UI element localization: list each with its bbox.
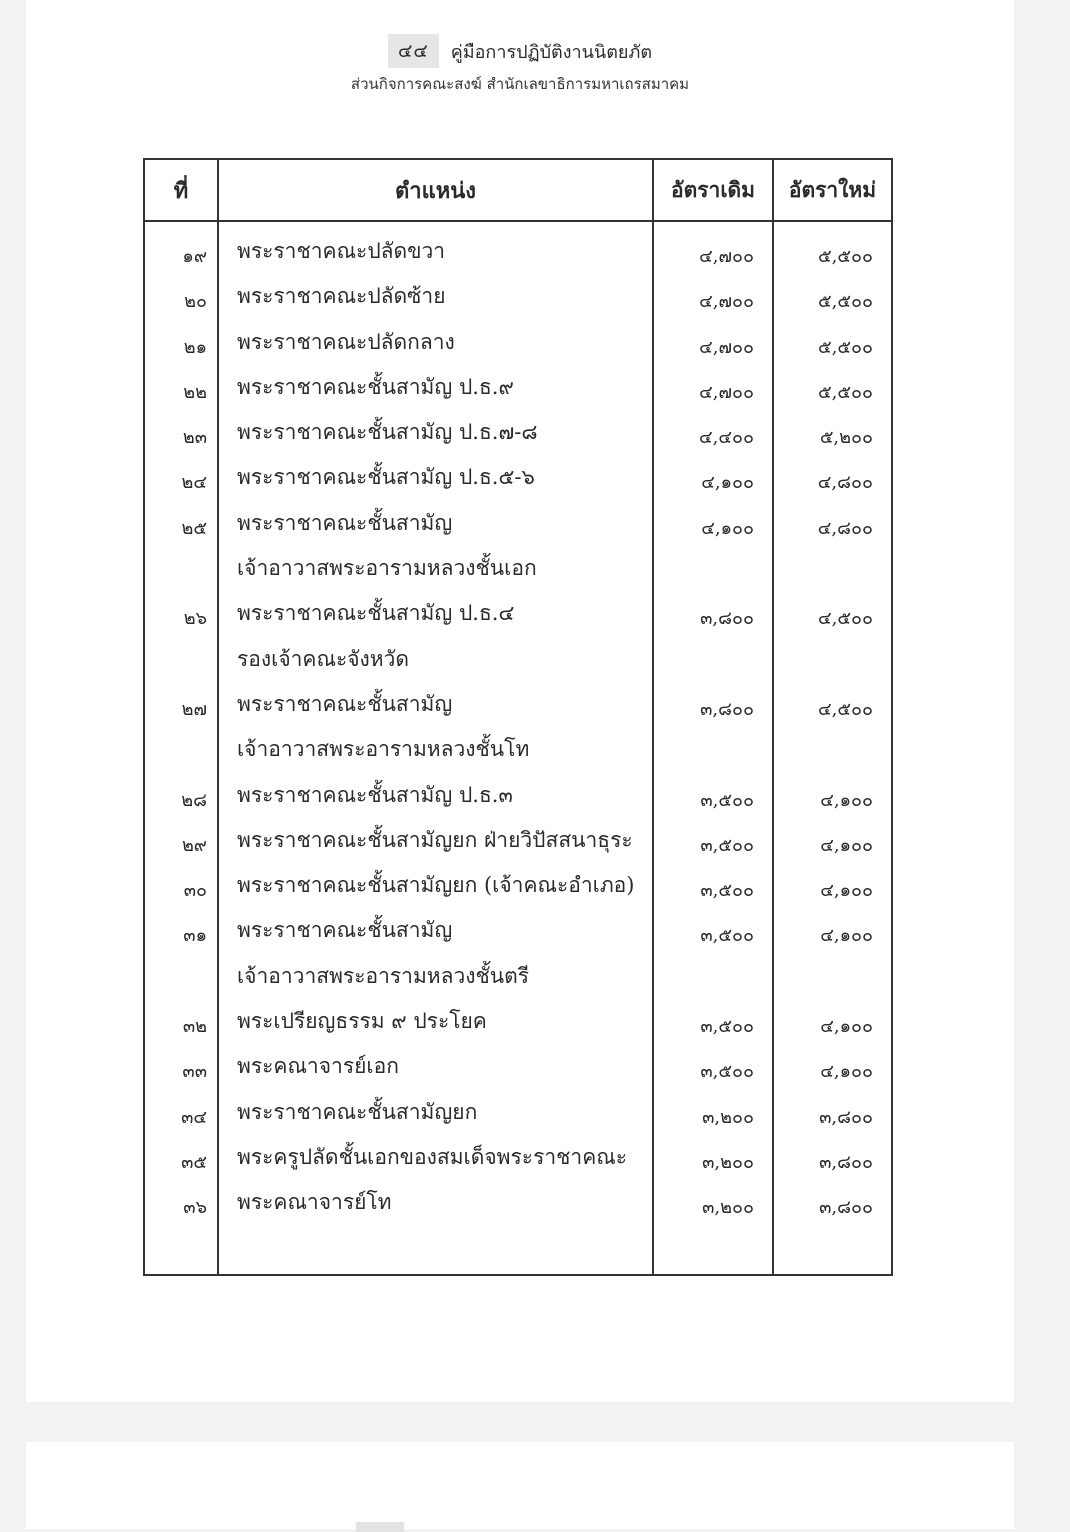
- table-row: [145, 459, 891, 504]
- table-row: [145, 414, 891, 459]
- position-title: [237, 595, 657, 686]
- position-title: [237, 324, 657, 369]
- new-rate: ๔,๑๐๐: [820, 925, 873, 947]
- position-title-line: พระครูปลัดชั้นเอกของสมเด็จพระราชาคณะ: [237, 1144, 628, 1169]
- new-rate: ๕,๕๐๐: [818, 291, 873, 313]
- old-rate: ๓,๘๐๐: [700, 608, 754, 630]
- table-row: [145, 324, 891, 369]
- table-row: [145, 777, 891, 822]
- position-title-line: พระราชาคณะชั้นสามัญ: [237, 510, 453, 535]
- table-row: [145, 595, 891, 686]
- old-rate: ๔,๗๐๐: [699, 246, 754, 267]
- position-title: [237, 1003, 657, 1048]
- position-title-line: พระราชาคณะชั้นสามัญ ป.ธ.๔: [237, 601, 515, 626]
- new-rate: ๔,๘๐๐: [817, 472, 873, 494]
- old-rate: ๓,๒๐๐: [702, 1197, 754, 1219]
- new-rate: ๔,๘๐๐: [817, 517, 873, 539]
- new-rate: ๓,๘๐๐: [819, 1197, 873, 1219]
- row-number: ๓๖: [183, 1197, 207, 1219]
- rate-table: [143, 158, 893, 1276]
- old-rate: ๔,๗๐๐: [699, 381, 754, 403]
- new-rate: ๕,๕๐๐: [818, 246, 873, 267]
- position-title-line: พระราชาคณะชั้นสามัญ ป.ธ.๙: [237, 374, 514, 399]
- position-title: [237, 1139, 657, 1184]
- row-number: ๒๘: [181, 789, 207, 811]
- position-title-line: เจ้าอาวาสพระอารามหลวงชั้นเอก: [237, 556, 537, 581]
- position-title-line: พระราชาคณะชั้นสามัญยก: [237, 1099, 478, 1124]
- row-number: ๒๔: [181, 472, 207, 494]
- position-title-line: รองเจ้าคณะจังหวัด: [237, 646, 410, 671]
- new-rate: ๕,๒๐๐: [819, 427, 873, 449]
- old-rate: ๓,๘๐๐: [700, 698, 754, 720]
- position-title-line: พระราชาคณะชั้นสามัญ: [237, 918, 453, 943]
- table-row: [145, 867, 891, 912]
- table-row: [145, 822, 891, 867]
- header-divider: [145, 220, 891, 222]
- position-title-line: พระคณาจารย์โท: [237, 1190, 392, 1215]
- row-number: ๑๙: [182, 246, 207, 267]
- table-row: [145, 505, 891, 596]
- row-number: ๓๒: [182, 1016, 207, 1038]
- position-title-line: พระราชาคณะชั้นสามัญยก (เจ้าคณะอำเภอ): [237, 873, 635, 898]
- new-rate: ๔,๑๐๐: [820, 834, 873, 856]
- row-number: ๒๑: [183, 336, 207, 358]
- table-row: [145, 1003, 891, 1048]
- new-rate: ๓,๘๐๐: [819, 1106, 873, 1128]
- row-number: ๓๕: [181, 1151, 207, 1173]
- table-row: [145, 1048, 891, 1093]
- row-number: ๓๐: [183, 880, 207, 902]
- old-rate: ๓,๒๐๐: [702, 1106, 754, 1128]
- table-body: [145, 233, 891, 1230]
- position-title: [237, 867, 657, 912]
- row-number: ๒๕: [181, 517, 207, 539]
- row-number: ๒๓: [182, 427, 207, 449]
- position-title-line: เจ้าอาวาสพระอารามหลวงชั้นตรี: [237, 963, 530, 988]
- new-rate: ๔,๕๐๐: [818, 698, 873, 720]
- position-title: [237, 459, 657, 504]
- table-row: [145, 278, 891, 323]
- row-number: ๓๓: [182, 1061, 207, 1083]
- old-rate: ๔,๔๐๐: [699, 427, 754, 449]
- page-header: [26, 34, 1014, 96]
- old-rate: ๔,๗๐๐: [699, 291, 754, 313]
- old-rate: ๓,๕๐๐: [700, 1016, 754, 1038]
- row-number: ๓๔: [181, 1106, 207, 1128]
- table-row: [145, 1139, 891, 1184]
- position-title: [237, 1094, 657, 1139]
- position-title: [237, 912, 657, 1003]
- table-row: [145, 912, 891, 1003]
- new-rate: ๔,๑๐๐: [820, 789, 873, 811]
- old-rate: ๔,๗๐๐: [699, 336, 754, 358]
- position-title-line: พระคณาจารย์เอก: [237, 1054, 399, 1079]
- new-rate: ๕,๕๐๐: [818, 381, 873, 403]
- row-number: ๒๙: [181, 834, 207, 856]
- row-number: ๓๑: [183, 925, 207, 947]
- table-row: [145, 1094, 891, 1139]
- position-title: [237, 414, 657, 459]
- new-rate: ๕,๕๐๐: [818, 336, 873, 358]
- old-rate: ๔,๑๐๐: [701, 472, 754, 494]
- next-page: [26, 1442, 1014, 1529]
- position-title: [237, 505, 657, 596]
- row-number: ๒๗: [181, 698, 207, 720]
- position-title: [237, 822, 657, 867]
- old-rate: ๓,๕๐๐: [700, 789, 754, 811]
- position-title-line: พระราชาคณะชั้นสามัญ ป.ธ.๓: [237, 782, 513, 807]
- header-new-rate: อัตราใหม่: [788, 176, 877, 202]
- table-row: [145, 686, 891, 777]
- old-rate: ๓,๒๐๐: [702, 1151, 754, 1173]
- table-row: [145, 369, 891, 414]
- document-page: [26, 0, 1014, 1402]
- position-title: [237, 1048, 657, 1093]
- position-title-line: พระราชาคณะชั้นสามัญ: [237, 691, 453, 716]
- header-position: ตำแหน่ง: [394, 177, 477, 204]
- row-number: ๒๒: [183, 381, 207, 403]
- position-title-line: พระราชาคณะปลัดขวา: [237, 239, 446, 263]
- next-page-number-marker: [356, 1522, 404, 1532]
- position-title: [237, 369, 657, 414]
- position-title-line: พระราชาคณะชั้นสามัญ ป.ธ.๕-๖: [237, 465, 535, 490]
- position-title-line: พระราชาคณะปลัดกลาง: [237, 329, 455, 354]
- old-rate: ๓,๕๐๐: [700, 834, 754, 856]
- position-title-line: พระราชาคณะปลัดซ้าย: [237, 284, 446, 309]
- header-no: ที่: [173, 177, 189, 204]
- row-number: ๒๐: [184, 291, 207, 313]
- position-title: [237, 777, 657, 822]
- document-subtitle: ส่วนกิจการคณะสงฆ์ สำนักเลขาธิการมหาเถรสมาคม: [350, 75, 690, 93]
- position-title-line: พระราชาคณะชั้นสามัญยก ฝ่ายวิปัสสนาธุระ: [237, 827, 633, 852]
- position-title: [237, 686, 657, 777]
- old-rate: ๔,๑๐๐: [701, 517, 754, 539]
- position-title: [237, 278, 657, 323]
- page-number: ๔๔: [388, 34, 439, 68]
- row-number: ๒๖: [183, 608, 207, 630]
- old-rate: ๓,๕๐๐: [700, 880, 754, 902]
- old-rate: ๓,๕๐๐: [700, 1061, 754, 1083]
- position-title-line: พระราชาคณะชั้นสามัญ ป.ธ.๗-๘: [237, 420, 538, 445]
- new-rate: ๓,๘๐๐: [819, 1151, 873, 1173]
- position-title-line: พระเปรียญธรรม ๙ ประโยค: [237, 1009, 487, 1034]
- position-title-line: เจ้าอาวาสพระอารามหลวงชั้นโท: [237, 737, 530, 762]
- table-row: [145, 1184, 891, 1229]
- new-rate: ๔,๑๐๐: [820, 1016, 873, 1038]
- table-row: [145, 233, 891, 278]
- header-old-rate: อัตราเดิม: [671, 176, 755, 202]
- old-rate: ๓,๕๐๐: [700, 925, 754, 947]
- new-rate: ๔,๑๐๐: [820, 1061, 873, 1083]
- position-title: [237, 1184, 657, 1229]
- new-rate: ๔,๕๐๐: [818, 608, 873, 630]
- new-rate: ๔,๑๐๐: [820, 880, 873, 902]
- document-title: คู่มือการปฏิบัติงานนิตยภัต: [450, 41, 653, 63]
- position-title: [237, 233, 657, 278]
